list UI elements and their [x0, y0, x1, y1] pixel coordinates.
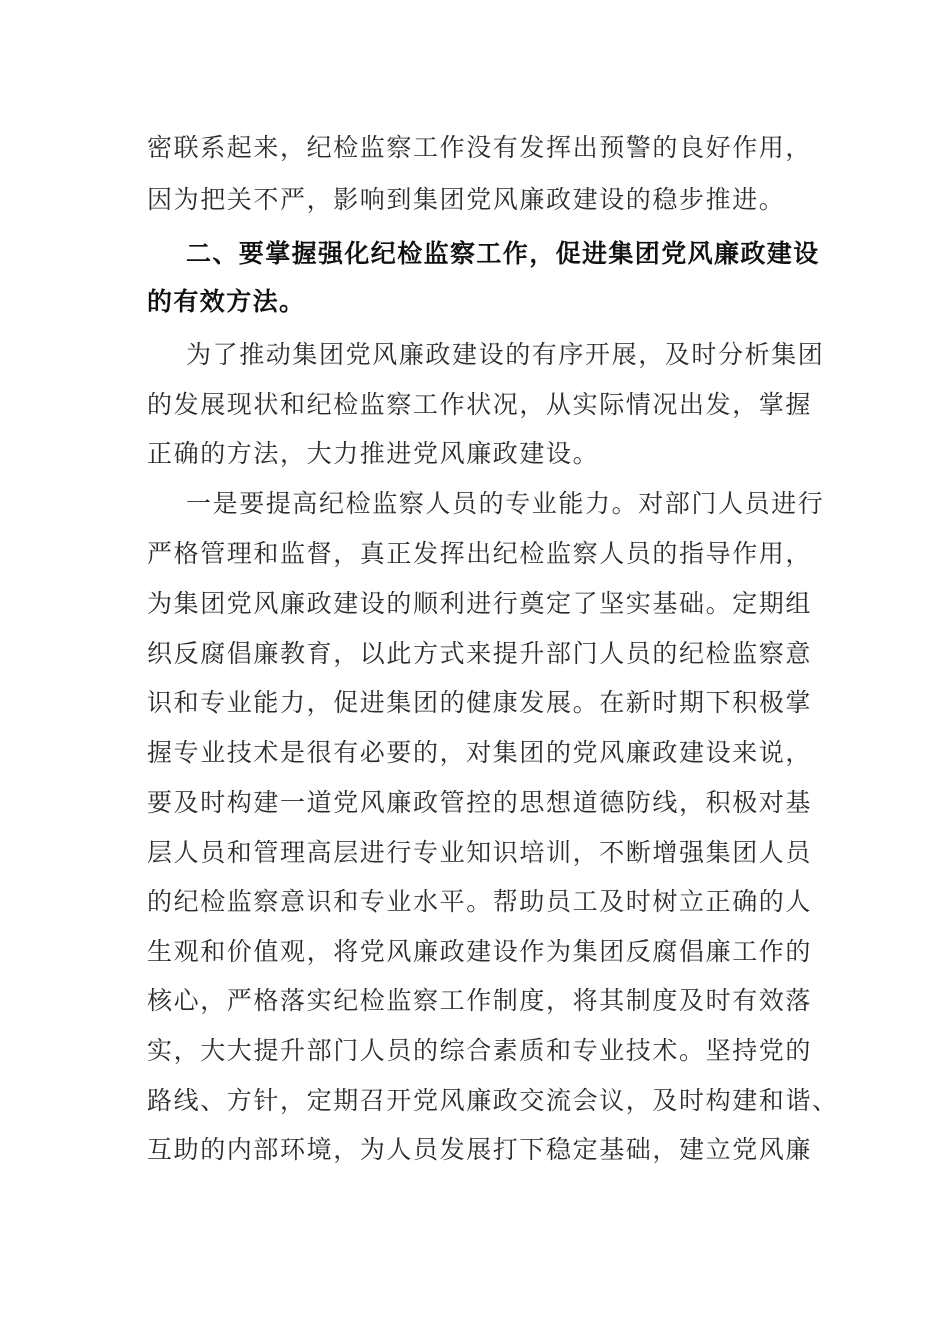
section-heading: 二、要掌握强化纪检监察工作，促进集团党风廉政建设 — [186, 239, 820, 268]
paragraph-line: 要及时构建一道党风廉政管控的思想道德防线，积极对基 — [147, 788, 813, 817]
section-heading-continued: 的有效方法。 — [147, 287, 306, 316]
paragraph-line: 正确的方法，大力推进党风廉政建设。 — [147, 439, 600, 468]
paragraph-line: 为集团党风廉政建设的顺利进行奠定了坚实基础。定期组 — [147, 589, 813, 618]
text-line: 因为把关不严，影响到集团党风廉政建设的稳步推进。 — [147, 185, 786, 214]
paragraph-line: 一是要提高纪检监察人员的专业能力。对部门人员进行 — [186, 489, 825, 518]
paragraph-line: 层人员和管理高层进行专业知识培训，不断增强集团人员 — [147, 838, 813, 867]
paragraph-line: 互助的内部环境，为人员发展打下稳定基础，建立党风廉 — [147, 1135, 813, 1164]
paragraph-line: 严格管理和监督，真正发挥出纪检监察人员的指导作用， — [147, 539, 813, 568]
paragraph-line: 识和专业能力，促进集团的健康发展。在新时期下积极掌 — [147, 688, 813, 717]
paragraph-line: 织反腐倡廉教育，以此方式来提升部门人员的纪检监察意 — [147, 639, 813, 668]
paragraph-line: 为了推动集团党风廉政建设的有序开展，及时分析集团 — [186, 340, 825, 369]
paragraph-line: 生观和价值观，将党风廉政建设作为集团反腐倡廉工作的 — [147, 937, 813, 966]
paragraph-line: 路线、方针，定期召开党风廉政交流会议，及时构建和谐、 — [147, 1086, 839, 1115]
paragraph-line: 的发展现状和纪检监察工作状况，从实际情况出发，掌握 — [147, 390, 813, 419]
paragraph-line: 核心，严格落实纪检监察工作制度，将其制度及时有效落 — [147, 986, 813, 1015]
paragraph-line: 握专业技术是很有必要的，对集团的党风廉政建设来说， — [147, 738, 813, 767]
paragraph-line: 的纪检监察意识和专业水平。帮助员工及时树立正确的人 — [147, 887, 813, 916]
paragraph-line: 实，大大提升部门人员的综合素质和专业技术。坚持党的 — [147, 1036, 813, 1065]
text-line: 密联系起来，纪检监察工作没有发挥出预警的良好作用， — [147, 133, 813, 162]
